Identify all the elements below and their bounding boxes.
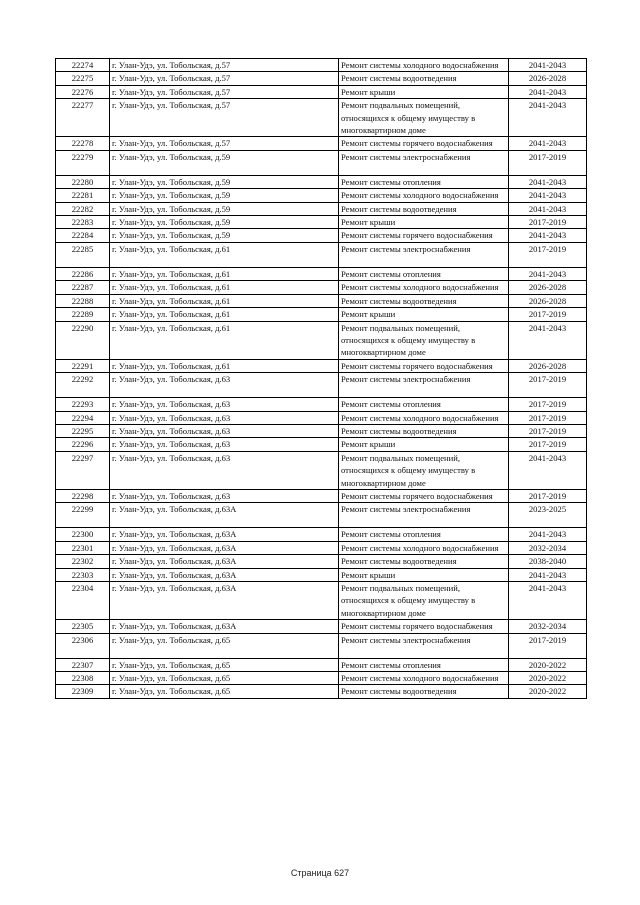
table-row [56, 373, 587, 398]
row-work-type: Ремонт системы водоотведения [339, 555, 509, 568]
table-body [56, 59, 587, 699]
row-number: 22283 [56, 216, 110, 229]
row-number: 22307 [56, 658, 110, 671]
row-work-type: Ремонт крыши [339, 308, 509, 321]
row-address: г. Улан-Удэ, ул. Тобольская, д.65 [110, 672, 339, 685]
row-work-type: Ремонт системы холодного водоснабжения [339, 672, 509, 685]
row-period: 2017-2019 [509, 308, 587, 321]
row-address: г. Улан-Удэ, ул. Тобольская, д.59 [110, 150, 339, 175]
row-period: 2017-2019 [509, 150, 587, 175]
row-address: г. Улан-Удэ, ул. Тобольская, д.61 [110, 267, 339, 280]
row-number: 22302 [56, 555, 110, 568]
row-address: г. Улан-Удэ, ул. Тобольская, д.63 [110, 398, 339, 411]
table-row [56, 294, 587, 307]
row-number: 22300 [56, 528, 110, 541]
row-number: 22289 [56, 308, 110, 321]
row-period: 2041-2043 [509, 528, 587, 541]
row-period: 2026-2028 [509, 281, 587, 294]
row-period: 2020-2022 [509, 658, 587, 671]
row-number: 22299 [56, 503, 110, 528]
row-period: 2041-2043 [509, 267, 587, 280]
row-work-type: Ремонт подвальных помещений, относящихся к общему имуществу в многоквартирном доме [339, 582, 509, 620]
row-work-type: Ремонт системы горячего водоснабжения [339, 359, 509, 372]
row-period: 2017-2019 [509, 411, 587, 424]
row-period: 2041-2043 [509, 189, 587, 202]
row-period: 2041-2043 [509, 59, 587, 72]
row-number: 22296 [56, 438, 110, 451]
table-row [56, 424, 587, 437]
table-row [56, 242, 587, 267]
row-address: г. Улан-Удэ, ул. Тобольская, д.65 [110, 633, 339, 658]
row-address: г. Улан-Удэ, ул. Тобольская, д.63 [110, 424, 339, 437]
row-period: 2041-2043 [509, 85, 587, 98]
table-row [56, 633, 587, 658]
table-row [56, 137, 587, 150]
row-period: 2041-2043 [509, 568, 587, 581]
row-period: 2038-2040 [509, 555, 587, 568]
row-work-type: Ремонт системы отопления [339, 175, 509, 188]
row-work-type: Ремонт системы отопления [339, 267, 509, 280]
table-row [56, 503, 587, 528]
row-work-type: Ремонт системы горячего водоснабжения [339, 489, 509, 502]
row-address: г. Улан-Удэ, ул. Тобольская, д.59 [110, 189, 339, 202]
row-work-type: Ремонт системы холодного водоснабжения [339, 59, 509, 72]
row-number: 22275 [56, 72, 110, 85]
row-period: 2017-2019 [509, 373, 587, 398]
table-row [56, 267, 587, 280]
row-period: 2026-2028 [509, 359, 587, 372]
table-row [56, 451, 587, 489]
row-work-type: Ремонт крыши [339, 568, 509, 581]
table-row [56, 308, 587, 321]
row-work-type: Ремонт крыши [339, 85, 509, 98]
row-period: 2041-2043 [509, 202, 587, 215]
repair-schedule-table [55, 58, 587, 699]
table-row [56, 620, 587, 633]
row-work-type: Ремонт системы водоотведения [339, 424, 509, 437]
row-number: 22293 [56, 398, 110, 411]
row-number: 22297 [56, 451, 110, 489]
row-number: 22295 [56, 424, 110, 437]
row-period: 2041-2043 [509, 175, 587, 188]
row-address: г. Улан-Удэ, ул. Тобольская, д.63 [110, 451, 339, 489]
table-row [56, 568, 587, 581]
row-work-type: Ремонт системы водоотведения [339, 685, 509, 698]
row-number: 22298 [56, 489, 110, 502]
row-period: 2041-2043 [509, 451, 587, 489]
table-row [56, 150, 587, 175]
row-address: г. Улан-Удэ, ул. Тобольская, д.63 [110, 489, 339, 502]
row-address: г. Улан-Удэ, ул. Тобольская, д.61 [110, 281, 339, 294]
row-period: 2017-2019 [509, 216, 587, 229]
row-work-type: Ремонт системы холодного водоснабжения [339, 189, 509, 202]
table-row [56, 658, 587, 671]
table-row [56, 555, 587, 568]
row-period: 2017-2019 [509, 633, 587, 658]
row-address: г. Улан-Удэ, ул. Тобольская, д.59 [110, 202, 339, 215]
row-number: 22276 [56, 85, 110, 98]
row-number: 22281 [56, 189, 110, 202]
row-address: г. Улан-Удэ, ул. Тобольская, д.57 [110, 72, 339, 85]
table-row [56, 398, 587, 411]
row-address: г. Улан-Удэ, ул. Тобольская, д.57 [110, 59, 339, 72]
row-period: 2032-2034 [509, 620, 587, 633]
row-number: 22294 [56, 411, 110, 424]
row-period: 2026-2028 [509, 294, 587, 307]
row-work-type: Ремонт системы горячего водоснабжения [339, 137, 509, 150]
row-period: 2017-2019 [509, 438, 587, 451]
page-number: Страница 627 [290, 868, 350, 878]
row-number: 22278 [56, 137, 110, 150]
row-number: 22284 [56, 229, 110, 242]
row-work-type: Ремонт системы горячего водоснабжения [339, 620, 509, 633]
table-row [56, 489, 587, 502]
row-address: г. Улан-Удэ, ул. Тобольская, д.59 [110, 175, 339, 188]
table-row [56, 672, 587, 685]
row-address: г. Улан-Удэ, ул. Тобольская, д.63А [110, 568, 339, 581]
row-number: 22301 [56, 541, 110, 554]
row-number: 22285 [56, 242, 110, 267]
row-work-type: Ремонт системы горячего водоснабжения [339, 229, 509, 242]
row-work-type: Ремонт системы холодного водоснабжения [339, 281, 509, 294]
row-address: г. Улан-Удэ, ул. Тобольская, д.63А [110, 528, 339, 541]
row-period: 2020-2022 [509, 685, 587, 698]
table-row [56, 216, 587, 229]
row-work-type: Ремонт подвальных помещений, относящихся к общему имуществу в многоквартирном доме [339, 321, 509, 359]
row-address: г. Улан-Удэ, ул. Тобольская, д.61 [110, 359, 339, 372]
row-number: 22305 [56, 620, 110, 633]
table-row [56, 229, 587, 242]
row-number: 22292 [56, 373, 110, 398]
row-work-type: Ремонт системы отопления [339, 528, 509, 541]
row-work-type: Ремонт системы электроснабжения [339, 242, 509, 267]
row-number: 22282 [56, 202, 110, 215]
row-address: г. Улан-Удэ, ул. Тобольская, д.61 [110, 242, 339, 267]
row-number: 22290 [56, 321, 110, 359]
table-row [56, 85, 587, 98]
row-period: 2026-2028 [509, 72, 587, 85]
table-row [56, 59, 587, 72]
row-address: г. Улан-Удэ, ул. Тобольская, д.57 [110, 99, 339, 137]
row-address: г. Улан-Удэ, ул. Тобольская, д.57 [110, 137, 339, 150]
row-work-type: Ремонт подвальных помещений, относящихся к общему имуществу в многоквартирном доме [339, 99, 509, 137]
row-work-type: Ремонт крыши [339, 216, 509, 229]
row-period: 2041-2043 [509, 582, 587, 620]
row-address: г. Улан-Удэ, ул. Тобольская, д.61 [110, 294, 339, 307]
table-row [56, 189, 587, 202]
row-period: 2023-2025 [509, 503, 587, 528]
row-work-type: Ремонт системы водоотведения [339, 202, 509, 215]
row-work-type: Ремонт системы холодного водоснабжения [339, 541, 509, 554]
row-number: 22279 [56, 150, 110, 175]
table-row [56, 359, 587, 372]
table-row [56, 99, 587, 137]
table-row [56, 685, 587, 698]
row-address: г. Улан-Удэ, ул. Тобольская, д.63А [110, 541, 339, 554]
table-row [56, 281, 587, 294]
row-work-type: Ремонт системы отопления [339, 398, 509, 411]
row-number: 22303 [56, 568, 110, 581]
row-period: 2017-2019 [509, 489, 587, 502]
row-address: г. Улан-Удэ, ул. Тобольская, д.63А [110, 503, 339, 528]
row-period: 2041-2043 [509, 137, 587, 150]
row-address: г. Улан-Удэ, ул. Тобольская, д.63А [110, 555, 339, 568]
row-work-type: Ремонт системы отопления [339, 658, 509, 671]
row-work-type: Ремонт системы электроснабжения [339, 373, 509, 398]
table-row [56, 438, 587, 451]
row-number: 22277 [56, 99, 110, 137]
table-row [56, 411, 587, 424]
row-period: 2032-2034 [509, 541, 587, 554]
row-work-type: Ремонт системы холодного водоснабжения [339, 411, 509, 424]
row-address: г. Улан-Удэ, ул. Тобольская, д.63А [110, 620, 339, 633]
row-address: г. Улан-Удэ, ул. Тобольская, д.63А [110, 582, 339, 620]
row-work-type: Ремонт системы электроснабжения [339, 150, 509, 175]
row-address: г. Улан-Удэ, ул. Тобольская, д.61 [110, 321, 339, 359]
row-number: 22291 [56, 359, 110, 372]
row-period: 2041-2043 [509, 99, 587, 137]
row-address: г. Улан-Удэ, ул. Тобольская, д.63 [110, 411, 339, 424]
row-period: 2017-2019 [509, 242, 587, 267]
row-period: 2017-2019 [509, 424, 587, 437]
row-number: 22309 [56, 685, 110, 698]
row-number: 22287 [56, 281, 110, 294]
row-address: г. Улан-Удэ, ул. Тобольская, д.61 [110, 308, 339, 321]
table-row [56, 202, 587, 215]
row-number: 22286 [56, 267, 110, 280]
row-work-type: Ремонт системы водоотведения [339, 72, 509, 85]
row-work-type: Ремонт системы электроснабжения [339, 633, 509, 658]
row-period: 2041-2043 [509, 321, 587, 359]
row-address: г. Улан-Удэ, ул. Тобольская, д.57 [110, 85, 339, 98]
row-number: 22306 [56, 633, 110, 658]
row-work-type: Ремонт подвальных помещений, относящихся к общему имуществу в многоквартирном доме [339, 451, 509, 489]
row-number: 22274 [56, 59, 110, 72]
row-address: г. Улан-Удэ, ул. Тобольская, д.59 [110, 216, 339, 229]
table-row [56, 321, 587, 359]
row-period: 2041-2043 [509, 229, 587, 242]
table-row [56, 175, 587, 188]
row-address: г. Улан-Удэ, ул. Тобольская, д.65 [110, 685, 339, 698]
table-row [56, 528, 587, 541]
row-work-type: Ремонт системы водоотведения [339, 294, 509, 307]
row-number: 22280 [56, 175, 110, 188]
table-row [56, 72, 587, 85]
table-row [56, 541, 587, 554]
row-address: г. Улан-Удэ, ул. Тобольская, д.63 [110, 373, 339, 398]
row-number: 22288 [56, 294, 110, 307]
row-number: 22304 [56, 582, 110, 620]
row-work-type: Ремонт системы электроснабжения [339, 503, 509, 528]
row-period: 2017-2019 [509, 398, 587, 411]
row-number: 22308 [56, 672, 110, 685]
row-address: г. Улан-Удэ, ул. Тобольская, д.65 [110, 658, 339, 671]
row-work-type: Ремонт крыши [339, 438, 509, 451]
row-address: г. Улан-Удэ, ул. Тобольская, д.63 [110, 438, 339, 451]
table-row [56, 582, 587, 620]
row-period: 2020-2022 [509, 672, 587, 685]
row-address: г. Улан-Удэ, ул. Тобольская, д.59 [110, 229, 339, 242]
